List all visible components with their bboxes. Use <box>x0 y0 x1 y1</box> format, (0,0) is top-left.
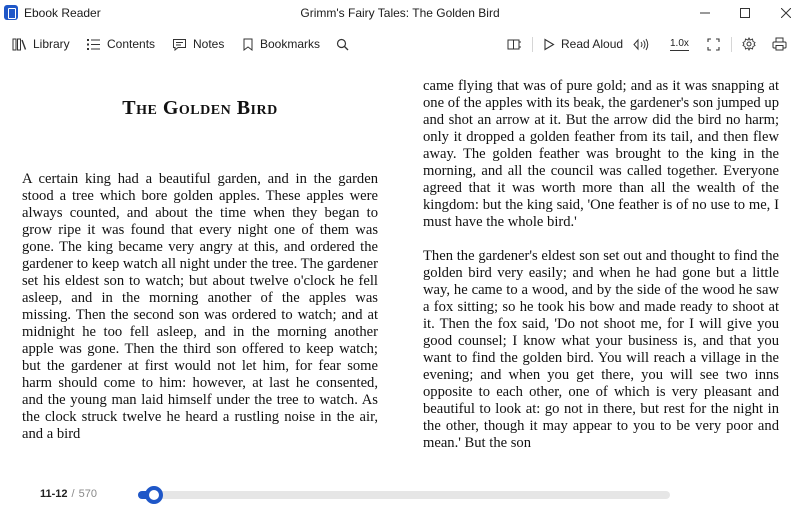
settings-button[interactable] <box>742 30 756 58</box>
fullscreen-button[interactable] <box>707 30 720 58</box>
total-pages: 570 <box>78 488 97 500</box>
search-button[interactable] <box>336 30 349 58</box>
library-icon <box>12 38 27 51</box>
bookmarks-button[interactable] <box>242 30 320 58</box>
contents-icon <box>86 38 101 51</box>
app-title: Ebook Reader <box>24 6 101 20</box>
reading-mode-button[interactable] <box>507 30 522 58</box>
progress-slider[interactable] <box>138 491 670 499</box>
toolbar-divider <box>532 37 533 52</box>
speed-button[interactable] <box>670 30 689 58</box>
close-icon <box>781 8 791 18</box>
search-icon <box>336 38 349 51</box>
notes-label: Notes <box>193 37 225 51</box>
read-aloud-button[interactable] <box>543 30 623 58</box>
notes-button[interactable] <box>172 30 224 58</box>
notes-icon <box>172 38 187 51</box>
maximize-button[interactable] <box>722 0 768 26</box>
print-button[interactable] <box>772 30 787 58</box>
printer-icon <box>772 37 787 51</box>
bookmarks-label: Bookmarks <box>260 37 321 51</box>
toolbar-divider <box>731 37 732 52</box>
left-page <box>22 74 378 443</box>
title-bar <box>0 0 800 26</box>
progress-thumb[interactable] <box>145 486 163 504</box>
fullscreen-icon <box>707 38 720 51</box>
library-label: Library <box>33 37 70 51</box>
gear-icon <box>742 37 756 51</box>
progress-footer <box>0 482 800 508</box>
current-pages: 11-12 <box>40 488 68 500</box>
right-page-paragraph: came flying that was of pure gold; and as it was snapping at one of the apples with its beak, the gardener's son jumped up and shot an arrow at it. But the arrow did the bird no harm; only it dropped a golden feather from its tail, and then flew away. The golden feather was brought to the king in the morning, and all the council was called together. Everyone agreed that it was worth more than all the wealth of the kingdom: but the king said, 'One feather is of no use to me, I must have the whole bird.' <box>423 78 779 230</box>
library-button[interactable] <box>12 30 70 58</box>
right-page-paragraph: Then the gardener's eldest son set out and thought to find the golden bird very easily; and when he had gone but a little way, he came to a wood, and by the side of the wood he saw a fox sitting; so he took his bow and made ready to shoot at it. Then the fox said, 'Do not shoot me, for I will give you good counsel; I know what your business is, and that you want to find the golden bird. You will reach a village in the evening; and when you get there, you will see two inns opposite to each other, one of which is very pleasant and beautiful to look at: go not in there, but rest for the night in the other, though it may appear to you to be very poor and mean.' But the son <box>423 248 779 451</box>
play-icon <box>543 38 555 51</box>
right-page <box>423 78 779 452</box>
document-title: Grimm's Fairy Tales: The Golden Bird <box>300 6 500 20</box>
left-page-text: A certain king had a beautiful garden, and in the garden stood a tree which bore golden apples. These apples were always counted, and about the time when they began to grow ripe it was found that every night one of them was gone. The king became very angry at this, and ordered the gardener to keep watch all night under the tree. The gardener set his eldest son to watch; but about twelve o'clock he fell asleep, and in the morning another of the apples was missing. Then the second son was ordered to watch; and at midnight he too fell asleep, and in the morning another apple was gone. Then the third son offered to keep watch; but the gardener at first would not let him, for fear some harm should come to him: however, at last he consented, and the young man laid himself under the tree to watch. As the clock struck twelve he heard a rustling noise in the air, and a bird <box>22 171 378 442</box>
page-separator: / <box>71 488 75 500</box>
bookmark-icon <box>242 38 254 51</box>
contents-button[interactable] <box>86 30 155 58</box>
app-book-icon <box>4 5 18 20</box>
page-indicator <box>40 488 97 500</box>
speed-label: 1.0x <box>670 37 689 49</box>
maximize-icon <box>740 8 750 18</box>
read-aloud-label: Read Aloud <box>561 37 624 51</box>
minimize-icon <box>700 8 710 18</box>
toolbar <box>0 30 800 58</box>
contents-label: Contents <box>107 37 156 51</box>
voice-icon <box>633 38 649 51</box>
close-button[interactable] <box>763 0 800 26</box>
chapter-title: The Golden Bird <box>122 97 278 119</box>
reading-mode-icon <box>507 38 522 51</box>
voice-settings-button[interactable] <box>633 30 649 58</box>
